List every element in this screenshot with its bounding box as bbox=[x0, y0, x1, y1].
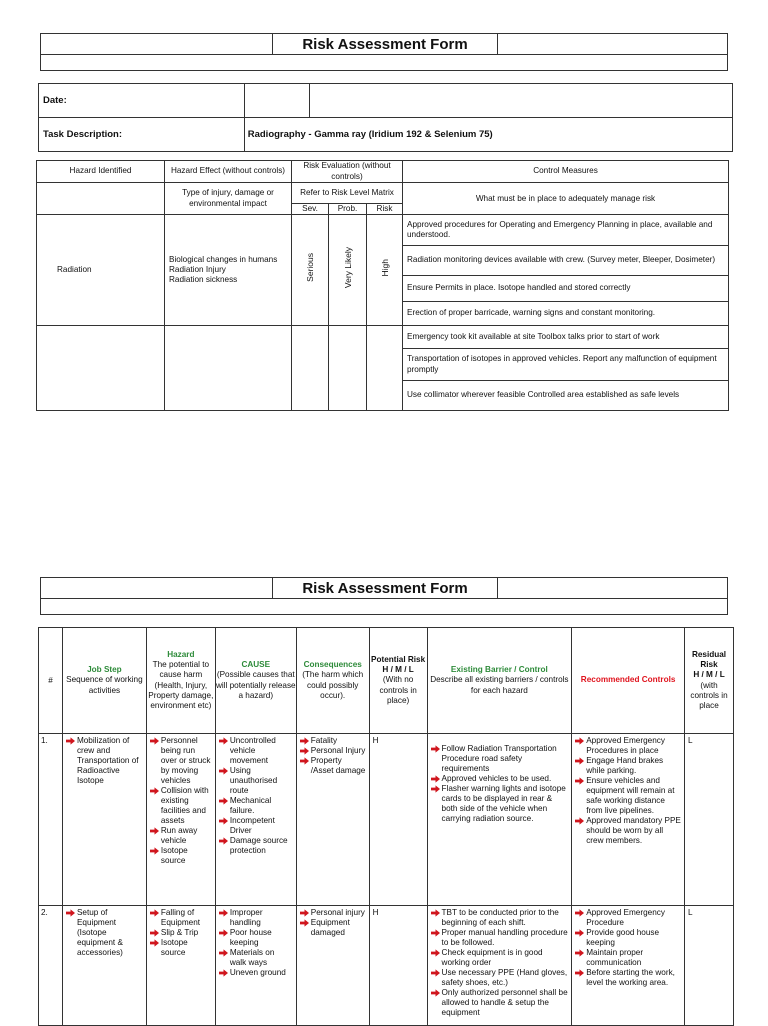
list-item-text: Only authorized personnel shall be allowed to handle & setup the equipment bbox=[441, 988, 568, 1017]
red-right-arrow-icon bbox=[219, 737, 228, 745]
list-item-text: Follow Radiation Transportation Procedure road safety requirements bbox=[441, 744, 557, 773]
red-right-arrow-icon bbox=[431, 949, 440, 957]
header-hazard-effect: Hazard Effect (without controls) bbox=[165, 161, 292, 183]
list-item bbox=[575, 968, 681, 988]
red-right-arrow-icon bbox=[219, 969, 228, 977]
red-right-arrow-icon bbox=[431, 989, 440, 997]
list-item-text: Approved Emergency Procedure bbox=[586, 908, 665, 927]
effect-item: Biological changes in humans bbox=[169, 254, 278, 264]
list-item-text: Provide good house keeping bbox=[586, 928, 660, 947]
row-recommended bbox=[572, 734, 685, 906]
red-right-arrow-icon bbox=[431, 909, 440, 917]
list-item bbox=[219, 948, 293, 968]
probability-cell bbox=[329, 215, 367, 326]
probability-value: Very Likely bbox=[342, 247, 353, 289]
list-item bbox=[219, 766, 293, 796]
list-item-text: Personal Injury bbox=[310, 746, 366, 755]
red-right-arrow-icon bbox=[575, 909, 584, 917]
list-item-text: Mechanical failure. bbox=[229, 796, 272, 815]
list-item-text: Damage source protection bbox=[229, 836, 288, 855]
red-right-arrow-icon bbox=[300, 757, 309, 765]
row-hazard bbox=[146, 734, 215, 906]
list-item bbox=[575, 816, 681, 846]
red-right-arrow-icon bbox=[219, 949, 228, 957]
list-item-text: Flasher warning lights and isotope cards to be displayed in rear & both side of the vehicle when carrying radiation source. bbox=[441, 784, 566, 823]
red-right-arrow-icon bbox=[219, 767, 228, 775]
list-item-text: Setup of Equipment (Isotope equipment & accessories) bbox=[76, 908, 123, 957]
list-item bbox=[150, 908, 212, 928]
red-right-arrow-icon bbox=[431, 969, 440, 977]
header-control-sub: What must be in place to adequately manage risk bbox=[403, 183, 729, 215]
list-item bbox=[150, 736, 212, 786]
row-cause bbox=[215, 906, 296, 1026]
list-item-text: Slip & Trip bbox=[160, 928, 199, 937]
row-step bbox=[62, 906, 146, 1026]
red-right-arrow-icon bbox=[150, 929, 159, 937]
control-measure: Ensure Permits in place. Isotope handled and stored correctly bbox=[403, 276, 729, 302]
red-right-arrow-icon bbox=[150, 787, 159, 795]
list-item bbox=[300, 736, 366, 746]
header-potential-risk: Potential Risk H / M / L (With no controls in place) bbox=[369, 628, 427, 734]
list-item bbox=[575, 756, 681, 776]
list-item bbox=[219, 816, 293, 836]
header-consequences: Consequences (The harm which could possibly occur). bbox=[296, 628, 369, 734]
form1-info-block bbox=[38, 83, 733, 151]
list-item-text: Before starting the work, level the working area. bbox=[586, 968, 675, 987]
hazard-effects bbox=[165, 215, 292, 326]
list-item bbox=[575, 776, 681, 816]
list-item bbox=[431, 784, 569, 824]
row-recommended bbox=[572, 906, 685, 1026]
list-item-text: Uneven ground bbox=[229, 968, 286, 977]
row-barrier bbox=[427, 906, 572, 1026]
red-right-arrow-icon bbox=[300, 747, 309, 755]
list-item bbox=[300, 918, 366, 938]
list-item bbox=[431, 774, 569, 784]
list-item bbox=[219, 796, 293, 816]
severity-cell bbox=[292, 215, 329, 326]
list-item bbox=[150, 938, 212, 958]
header-residual-risk: Residual Risk H / M / L (with controls in place bbox=[685, 628, 734, 734]
row-num: 1. bbox=[39, 734, 63, 906]
list-item-text: Run away vehicle bbox=[160, 826, 198, 845]
list-item bbox=[66, 908, 143, 958]
header-sev: Sev. bbox=[292, 204, 329, 215]
list-item-text: Equipment damaged bbox=[310, 918, 350, 937]
red-right-arrow-icon bbox=[66, 737, 75, 745]
control-measure: Emergency took kit available at site Toolbox talks prior to start of work bbox=[403, 326, 729, 349]
list-item-text: Improper handling bbox=[229, 908, 263, 927]
red-right-arrow-icon bbox=[219, 909, 228, 917]
list-item bbox=[219, 908, 293, 928]
row-residual-risk: L bbox=[685, 906, 734, 1026]
list-item-text: Isotope source bbox=[160, 938, 188, 957]
list-item-text: Using unauthorised route bbox=[229, 766, 278, 795]
list-item-text: Approved vehicles to be used. bbox=[441, 774, 552, 783]
list-item-text: Approved mandatory PPE should be worn by all crew members. bbox=[586, 816, 681, 845]
red-right-arrow-icon bbox=[575, 757, 584, 765]
list-item-text: Approved Emergency Procedures in place bbox=[586, 736, 665, 755]
list-item-text: Materials on walk ways bbox=[229, 948, 275, 967]
severity-value: Serious bbox=[305, 253, 315, 283]
list-item-text: Fatality bbox=[310, 736, 338, 745]
red-right-arrow-icon bbox=[575, 737, 584, 745]
red-right-arrow-icon bbox=[66, 909, 75, 917]
control-measure: Transportation of isotopes in approved vehicles. Report any malfunction of equipment promptly bbox=[403, 349, 729, 381]
control-measure: Use collimator wherever feasible Controlled area established as safe levels bbox=[403, 381, 729, 411]
list-item-text: Use necessary PPE (Hand gloves, safety shoes, etc.) bbox=[441, 968, 568, 987]
risk-cell bbox=[367, 215, 403, 326]
row-hazard bbox=[146, 906, 215, 1026]
red-right-arrow-icon bbox=[219, 817, 228, 825]
list-item bbox=[575, 908, 681, 928]
control-measure: Approved procedures for Operating and Emergency Planning in place, available and understood. bbox=[403, 215, 729, 246]
hazard-radiation: Radiation bbox=[37, 215, 165, 326]
red-right-arrow-icon bbox=[575, 969, 584, 977]
list-item-text: Engage Hand brakes while parking. bbox=[586, 756, 664, 775]
row-step bbox=[62, 734, 146, 906]
task-label: Task Description: bbox=[39, 118, 245, 152]
date-label: Date: bbox=[39, 84, 245, 118]
red-right-arrow-icon bbox=[150, 847, 159, 855]
row-consequences bbox=[296, 734, 369, 906]
list-item bbox=[575, 736, 681, 756]
row-potential-risk: H bbox=[369, 906, 427, 1026]
red-right-arrow-icon bbox=[219, 837, 228, 845]
table-row bbox=[39, 734, 734, 906]
list-item-text: Incompetent Driver bbox=[229, 816, 275, 835]
table-row bbox=[39, 906, 734, 1026]
list-item bbox=[575, 928, 681, 948]
header-num: # bbox=[39, 628, 63, 734]
list-item-text: Personal injury bbox=[310, 908, 365, 917]
effect-item: Radiation sickness bbox=[169, 275, 238, 285]
list-item-text: Poor house keeping bbox=[229, 928, 272, 947]
list-item bbox=[431, 948, 569, 968]
header-existing-barrier: Existing Barrier / Control Describe all existing barriers / controls for each hazard bbox=[427, 628, 572, 734]
list-item-text: Proper manual handling procedure to be followed. bbox=[441, 928, 568, 947]
red-right-arrow-icon bbox=[431, 775, 440, 783]
form2-risk-table bbox=[38, 627, 734, 1024]
list-item bbox=[66, 736, 143, 786]
list-item-text: Uncontrolled vehicle movement bbox=[229, 736, 276, 765]
list-item bbox=[431, 928, 569, 948]
header-cause: CAUSE (Possible causes that will potentially release a hazard) bbox=[215, 628, 296, 734]
red-right-arrow-icon bbox=[431, 785, 440, 793]
red-right-arrow-icon bbox=[300, 909, 309, 917]
list-item bbox=[300, 756, 366, 776]
red-right-arrow-icon bbox=[431, 745, 440, 753]
list-item-text: TBT to be conducted prior to the beginning of each shift. bbox=[441, 908, 559, 927]
list-item bbox=[219, 968, 293, 978]
header-prob: Prob. bbox=[329, 204, 367, 215]
row-consequences bbox=[296, 906, 369, 1026]
list-item bbox=[150, 786, 212, 826]
header-hazard-identified: Hazard Identified bbox=[37, 161, 165, 183]
date-value[interactable] bbox=[244, 84, 309, 118]
task-value: Radiography - Gamma ray (Iridium 192 & Selenium 75) bbox=[244, 118, 732, 152]
list-item-text: Falling of Equipment bbox=[160, 908, 201, 927]
red-right-arrow-icon bbox=[575, 777, 584, 785]
list-item bbox=[431, 744, 569, 774]
list-item bbox=[150, 846, 212, 866]
red-right-arrow-icon bbox=[300, 737, 309, 745]
header-job-step: Job Step Sequence of working activities bbox=[62, 628, 146, 734]
header-risk: Risk bbox=[367, 204, 403, 215]
list-item bbox=[300, 908, 366, 918]
row-barrier bbox=[427, 734, 572, 906]
form2-title-block bbox=[40, 577, 728, 615]
row-potential-risk: H bbox=[369, 734, 427, 906]
list-item bbox=[431, 968, 569, 988]
red-right-arrow-icon bbox=[575, 817, 584, 825]
red-right-arrow-icon bbox=[219, 929, 228, 937]
list-item bbox=[150, 826, 212, 846]
list-item-text: Mobilization of crew and Transportation of Radioactive Isotope bbox=[76, 736, 139, 785]
header-control-measures: Control Measures bbox=[403, 161, 729, 183]
row-residual-risk: L bbox=[685, 734, 734, 906]
control-measure: Radiation monitoring devices available with crew. (Survey meter, Bleeper, Dosimeter) bbox=[403, 246, 729, 276]
list-item bbox=[431, 988, 569, 1018]
header-effect-sub: Type of injury, damage or environmental impact bbox=[165, 183, 292, 215]
form1-title-block bbox=[40, 33, 728, 71]
list-item bbox=[300, 746, 366, 756]
list-item bbox=[150, 928, 212, 938]
list-item bbox=[219, 836, 293, 856]
red-right-arrow-icon bbox=[150, 909, 159, 917]
red-right-arrow-icon bbox=[431, 929, 440, 937]
list-item-text: Property /Asset damage bbox=[310, 756, 366, 775]
form2-title: Risk Assessment Form bbox=[272, 578, 498, 599]
red-right-arrow-icon bbox=[219, 797, 228, 805]
red-right-arrow-icon bbox=[150, 737, 159, 745]
list-item-text: Maintain proper communication bbox=[586, 948, 644, 967]
list-item-text: Check equipment is in good working order bbox=[441, 948, 543, 967]
list-item bbox=[219, 928, 293, 948]
effect-item: Radiation Injury bbox=[169, 265, 226, 275]
row-num: 2. bbox=[39, 906, 63, 1026]
list-item-text: Collision with existing facilities and assets bbox=[160, 786, 209, 825]
header-hazard: Hazard The potential to cause harm (Health, Injury, Property damage, environment etc) bbox=[146, 628, 215, 734]
control-measure: Erection of proper barricade, warning signs and constant monitoring. bbox=[403, 302, 729, 326]
red-right-arrow-icon bbox=[300, 919, 309, 927]
form1-risk-table bbox=[36, 160, 729, 412]
red-right-arrow-icon bbox=[150, 939, 159, 947]
list-item bbox=[219, 736, 293, 766]
header-risk-evaluation: Risk Evaluation (without controls) bbox=[292, 161, 403, 183]
red-right-arrow-icon bbox=[150, 827, 159, 835]
list-item-text: Personnel being run over or struck by moving vehicles bbox=[160, 736, 211, 785]
header-risk-matrix: Refer to Risk Level Matrix bbox=[292, 183, 403, 204]
red-right-arrow-icon bbox=[575, 949, 584, 957]
red-right-arrow-icon bbox=[575, 929, 584, 937]
row-cause bbox=[215, 734, 296, 906]
risk-value: High bbox=[379, 259, 390, 277]
header-recommended-controls: Recommended Controls bbox=[572, 628, 685, 734]
list-item bbox=[575, 948, 681, 968]
list-item bbox=[431, 908, 569, 928]
form1-title: Risk Assessment Form bbox=[272, 34, 498, 55]
list-item-text: Isotope source bbox=[160, 846, 188, 865]
list-item-text: Ensure vehicles and equipment will remain at safe working distance from live pipelines. bbox=[586, 776, 675, 815]
